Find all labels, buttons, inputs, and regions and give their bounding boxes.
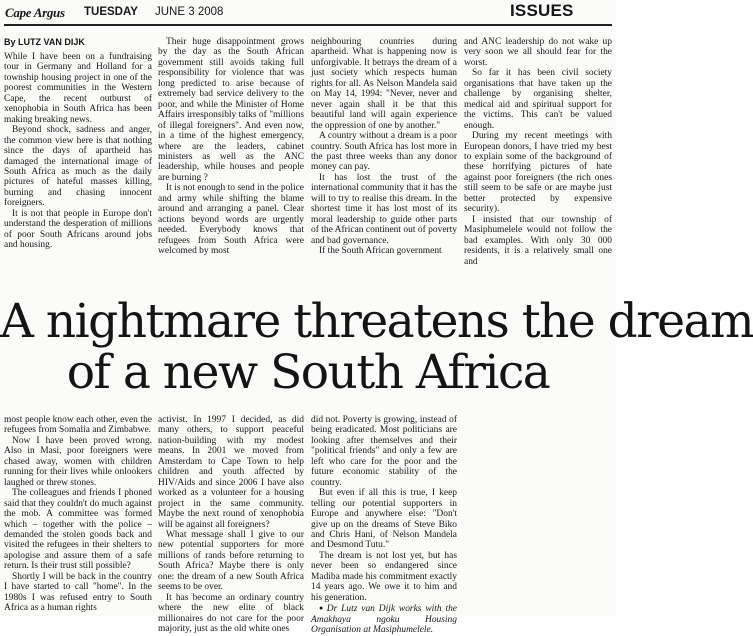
paragraph: But even if all this is true, I keep telling our potential supporters in Europe and anywhere else: "Don't give up on the dreams of Steve Biko and Chris Hani, of Nelson Mandela and Desmond Tutu." [311, 488, 457, 551]
column-2-bottom [158, 415, 304, 635]
author-note-text: Dr Lutz van Dijk works with the Amakhaya ngoku Housing Organisation at Masiphumelele. [311, 604, 457, 636]
paragraph: A country without a dream is a poor country. South Africa has lost more in the past three weeks than any donor money can pay. [311, 131, 457, 173]
paragraph: What message shall I give to our new potential supporters for more millions of rands before returning to South Africa? Maybe there is only one: the dream of a new South Africa seems to be over. [158, 529, 304, 593]
paragraph: activist. In 1997 I decided, as did many others, to support peaceful nation-building with my modest means. In 2001 we moved from Amsterdam to Cape Town to help children and youth affected by HIV/Aids and since 2006 I have also worked as a volunteer for a housing project in the same community. Maybe the next round of xenophobia will be against all foreigners? [158, 415, 304, 530]
publication-date: JUNE 3 2008 [155, 6, 224, 18]
paragraph: If the South African government [319, 246, 442, 257]
paragraph: During my recent meetings with European donors, I have tried my best to explain some of the background of these horrifying pictures of hate against poor foreigners (the rich ones still seem to be safe or are maybe just better protected by expensive security). [464, 131, 612, 215]
bullet-icon: ● [319, 604, 325, 613]
paragraph: Beyond shock, sadness and anger, the common view here is that nothing since the days of apartheid has damaged the international image of South Africa as much as the daily pictures of hateful masses killing, burning and chasing innocent foreigners. [4, 125, 152, 209]
column-4-top [464, 37, 612, 288]
paragraph: It has lost the trust of the international community that it has the will to try to realise this dream. In the shortest time it has lost most of its moral leadership to guide other parts of the African continent out of poverty and bad governance. [311, 172, 457, 246]
paragraph: did not. Poverty is growing, instead of being eradicated. Most politicians are looking after themselves and their "political friends" and only a few are left who care for the poor and the future economic stability of the country. [311, 415, 457, 488]
paragraph: The dream is not lost yet, but has never been so endangered since Madiba made his commitment exactly 14 years ago. We owe it to him and his generation. [311, 550, 457, 603]
newspaper-name: Cape Argus [5, 5, 65, 20]
paragraph: Now I have been proved wrong. Also in Masi, poor foreigners were chased away, women with children running for their lives while onlookers laughed or threw stones. [4, 435, 152, 488]
headline-line-1: A nightmare threatens the dream [0, 294, 753, 349]
paragraph: neighbouring countries during apartheid. What is happening now is unforgivable. It betrays the dream of a just society which respects human rights for all. As Nelson Mandela said on May 14, 1994: "Never, never and never again shall it be that this beautiful land will again experience the oppression of one by another." [311, 37, 457, 131]
paragraph: The colleagues and friends I phoned said that they couldn't do much against the mob. A committee was formed which – together with the police – demanded the stolen goods back and visited the refugees in their shelters to apologise and assure them of a safe return. Is their trust still possible? [4, 488, 152, 572]
headline-line-2: of a new South Africa [66, 345, 550, 400]
paragraph: It is not that people in Europe don't understand the desperation of millions of poor South Africans around jobs and housing. [4, 208, 152, 251]
masthead-rule [4, 24, 612, 26]
paragraph: and ANC leadership do not wake up very soon we all should fear for the worst. [464, 37, 612, 68]
paragraph: Their huge disappointment grows by the day as the South African government still avoids taking full responsibility for violence that was long predicted to arise because of extremely bad service delivery to the poor, and while the Minister of Home Affairs irresponsibly talks of "millions of illegal foreigners". And even now, in a time of the highest emergency, where are the leaders, cabinet ministers as well as the ANC leadership, while houses and people are burning ? [158, 37, 304, 183]
section-title: ISSUES [510, 1, 574, 20]
paragraph: I insisted that our township of Masiphumelele would not follow the bad examples. With only 30 000 residents, it is a relatively small one and [464, 214, 612, 267]
column-3-bottom [311, 415, 457, 636]
publication-day: TUESDAY [84, 6, 138, 18]
paragraph: While I have been on a fundraising tour in Germany and Holland for a township housing project in one of the poorest communities in the Western Cape, the recent outburst of xenophobia in South Africa has been making breaking news. [4, 52, 152, 125]
masthead [0, 0, 616, 27]
paragraph: It has become an ordinary country where the new elite of black millionaires do not care for the poor majority, just as the old white ones [158, 592, 304, 635]
column-3-top [311, 37, 457, 288]
paragraph: It is not enough to send in the police and army while shifting the blame around and arranging a panel. Clear actions beyond words are urgently needed. Everybody knows that refugees from South Africa were welcomed by most [158, 183, 304, 257]
author-note [311, 603, 457, 635]
column-1-top [4, 52, 152, 288]
paragraph: most people know each other, even the refugees from Somalia and Zimbabwe. [4, 415, 152, 436]
byline: By LUTZ VAN DIJK [4, 37, 85, 47]
paragraph: So far it has been civil society organisations that have taken up the challenge by organising shelter, medical aid and spiritual support for the victims. This can't be valued enough. [464, 68, 612, 131]
column-1-bottom [4, 415, 152, 615]
paragraph: Shortly I will be back in the country I have started to call "home". In the 1980s I was refused entry to South Africa as a human rights [4, 571, 152, 614]
column-2-top [158, 37, 304, 288]
